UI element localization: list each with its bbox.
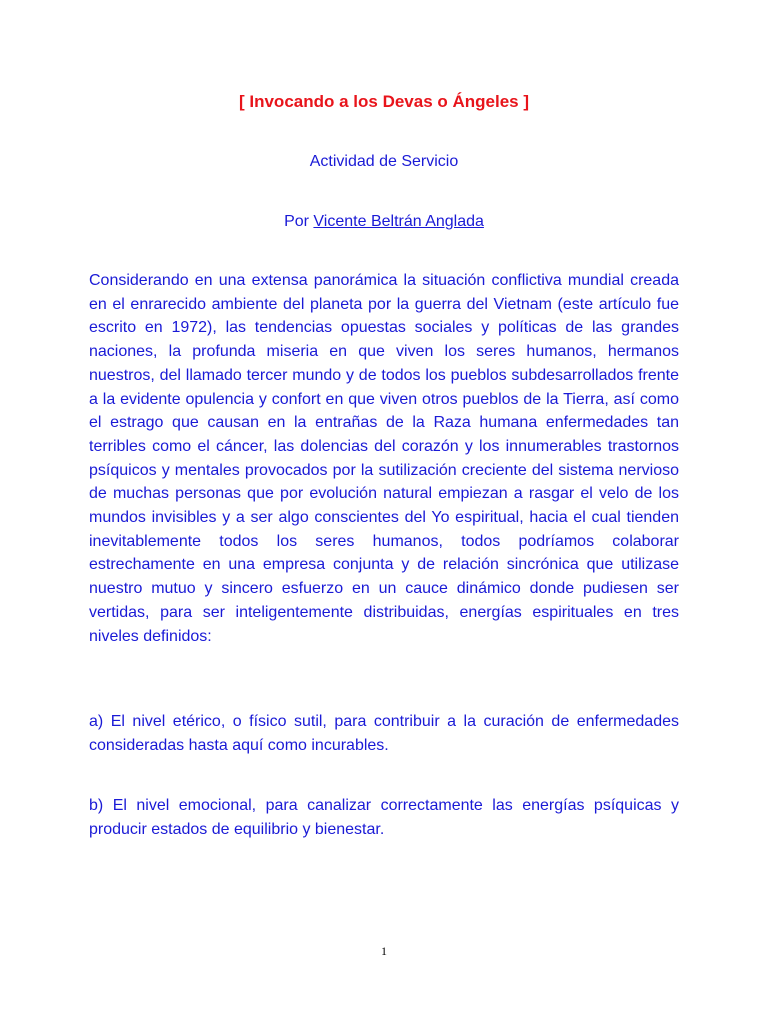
body-paragraph-emotional-level: b) El nivel emocional, para canalizar correctamente las energías psíquicas y producir estados de equilibrio y bienestar. (89, 797, 679, 838)
body-paragraph-intro: Considerando en una extensa panorámica la situación conflictiva mundial creada en el enrarecido ambiente del planeta por la guerra del Vietnam (este artículo fue escrito en 1972), las tendencias opuestas sociales y políticas de las grandes naciones, la profunda miseria en que viven los seres humanos, hermanos nuestros, del llamado tercer mundo y de todos los pueblos subdesarrollados frente a la evidente opulencia y confort en que viven otros pueblos de la Tierra, así como el estrago que causan en la entrañas de la Raza humana enfermedades tan terribles como el cáncer, las dolencias del corazón y los innumerables trastornos psíquicos y mentales provocados por la sutilización creciente del sistema nervioso de muchas personas que por evolución natural empiezan a rasgar el velo de los mundos invisibles y a ser algo conscientes del Yo espiritual, hacia el cual tienden inevitablemente todos los seres humanos, todos podríamos colaborar estrechamente en una empresa conjunta y de relación sincrónica que utilizase nuestro mutuo y sincero esfuerzo en un cauce dinámico donde pudiesen ser vertidas, para ser inteligentemente distribuidas, energías espirituales en tres niveles definidos: (89, 272, 679, 645)
page-number: 1 (381, 944, 387, 958)
author-link[interactable]: Vicente Beltrán Anglada (313, 213, 484, 230)
author-byline (0, 210, 768, 234)
document-subtitle: Actividad de Servicio (309, 153, 459, 170)
body-paragraph-etheric-level: a) El nivel etérico, o físico sutil, para contribuir a la curación de enfermedades consideradas hasta aquí como incurables. (89, 713, 679, 754)
byline-prefix: Por (284, 213, 314, 230)
document-title: [ Invocando a los Devas o Ángeles ] (238, 92, 530, 111)
